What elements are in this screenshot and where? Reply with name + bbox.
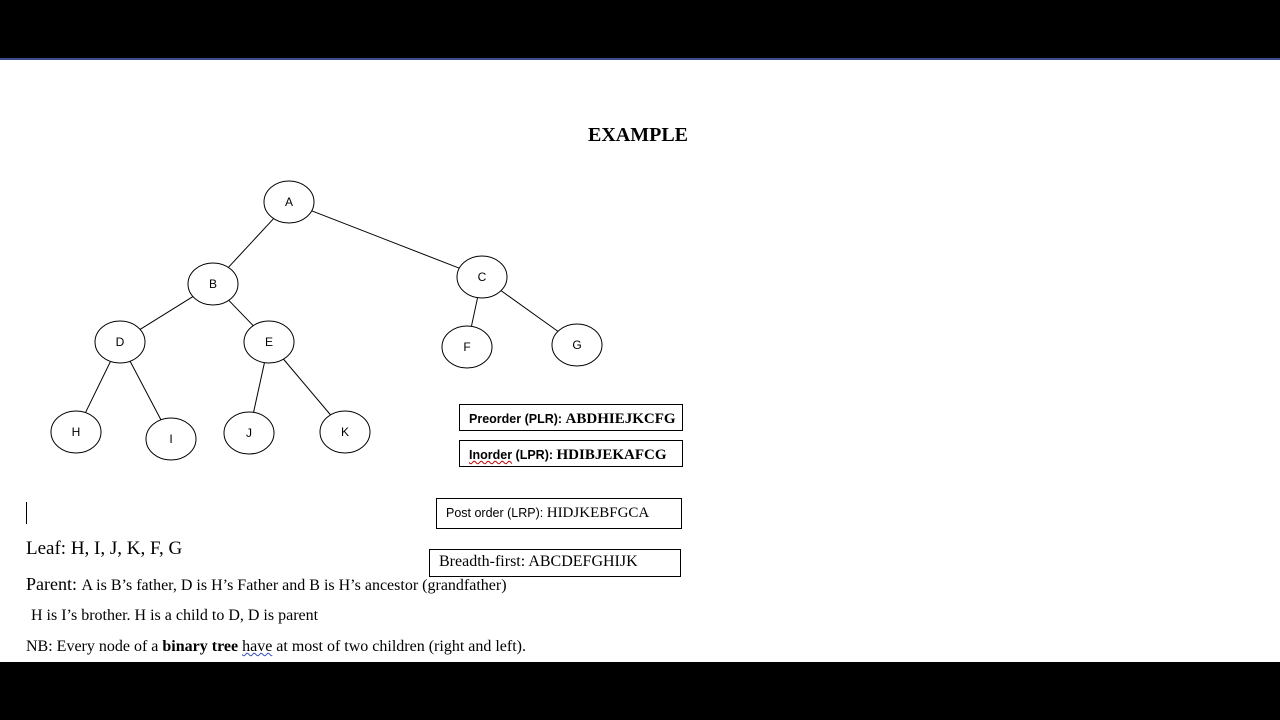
inorder-box bbox=[459, 440, 683, 467]
nb-text-start: NB: Every node of a bbox=[26, 638, 163, 655]
top-black-bar bbox=[0, 0, 1280, 60]
tree-node-F bbox=[442, 326, 492, 368]
leaf-line: Leaf: H, I, J, K, F, G bbox=[26, 538, 183, 559]
text-cursor bbox=[26, 502, 27, 524]
edge-D-H bbox=[85, 361, 110, 412]
nb-grammar-flag: have bbox=[242, 638, 273, 655]
page-title: EXAMPLE bbox=[588, 124, 688, 146]
edge-B-D bbox=[140, 297, 193, 330]
nb-line bbox=[26, 638, 526, 656]
edge-A-B bbox=[228, 219, 273, 268]
edge-C-F bbox=[471, 298, 477, 327]
breadth-first-label: Breadth-first: bbox=[439, 553, 529, 570]
node-label-J: J bbox=[246, 426, 252, 440]
tree-node-D bbox=[95, 321, 145, 363]
node-label-B: B bbox=[208, 277, 218, 291]
edge-A-C bbox=[312, 211, 460, 268]
tree-node-G bbox=[552, 324, 602, 366]
breadth-first-box bbox=[429, 549, 681, 577]
parent-label: Parent: bbox=[26, 574, 82, 594]
node-label-K: K bbox=[340, 425, 350, 439]
node-label-F: F bbox=[463, 340, 471, 354]
inorder-label-word: Inorder bbox=[469, 448, 513, 462]
edge-D-I bbox=[130, 361, 161, 420]
node-label-C: C bbox=[477, 270, 487, 284]
tree-node-E bbox=[244, 321, 294, 363]
preorder-value: ABDHIEJKCFG bbox=[565, 411, 676, 427]
node-label-A: A bbox=[284, 195, 294, 209]
preorder-box bbox=[459, 404, 683, 431]
tree-node-J bbox=[224, 412, 274, 454]
node-label-I: I bbox=[169, 432, 173, 446]
parent-text: A is B’s father, D is H’s Father and B is H’s ancestor (grandfather) bbox=[81, 577, 507, 594]
preorder-label: Preorder (PLR): bbox=[469, 412, 566, 426]
postorder-value: HIDJKEBFGCA bbox=[546, 505, 650, 521]
nb-bold-term: binary tree bbox=[162, 638, 239, 655]
inorder-label-rest: (LPR): bbox=[512, 448, 557, 462]
tree-node-A bbox=[264, 181, 314, 223]
bottom-black-bar bbox=[0, 662, 1280, 720]
node-label-H: H bbox=[71, 425, 81, 439]
breadth-first-value: ABCDEFGHIJK bbox=[528, 553, 638, 570]
edge-B-E bbox=[229, 300, 254, 325]
edge-E-J bbox=[254, 363, 265, 413]
tree-node-B bbox=[188, 263, 238, 305]
tree-node-H bbox=[51, 411, 101, 453]
tree-node-I bbox=[146, 418, 196, 460]
edge-E-K bbox=[283, 359, 330, 415]
postorder-label: Post order (LRP): bbox=[446, 506, 547, 520]
edge-C-G bbox=[501, 291, 558, 332]
inorder-value: HDIBJEKAFCG bbox=[556, 447, 667, 463]
tree-edges bbox=[85, 211, 557, 420]
node-label-G: G bbox=[572, 338, 582, 352]
document-page bbox=[0, 60, 1280, 662]
tree-node-K bbox=[320, 411, 370, 453]
node-label-D: D bbox=[115, 335, 125, 349]
tree-node-C bbox=[457, 256, 507, 298]
nb-text-end: at most of two children (right and left). bbox=[272, 638, 527, 655]
postorder-box bbox=[436, 498, 682, 529]
node-label-E: E bbox=[264, 335, 274, 349]
parent-line bbox=[26, 574, 507, 595]
brother-line: H is I’s brother. H is a child to D, D is parent bbox=[31, 607, 319, 624]
